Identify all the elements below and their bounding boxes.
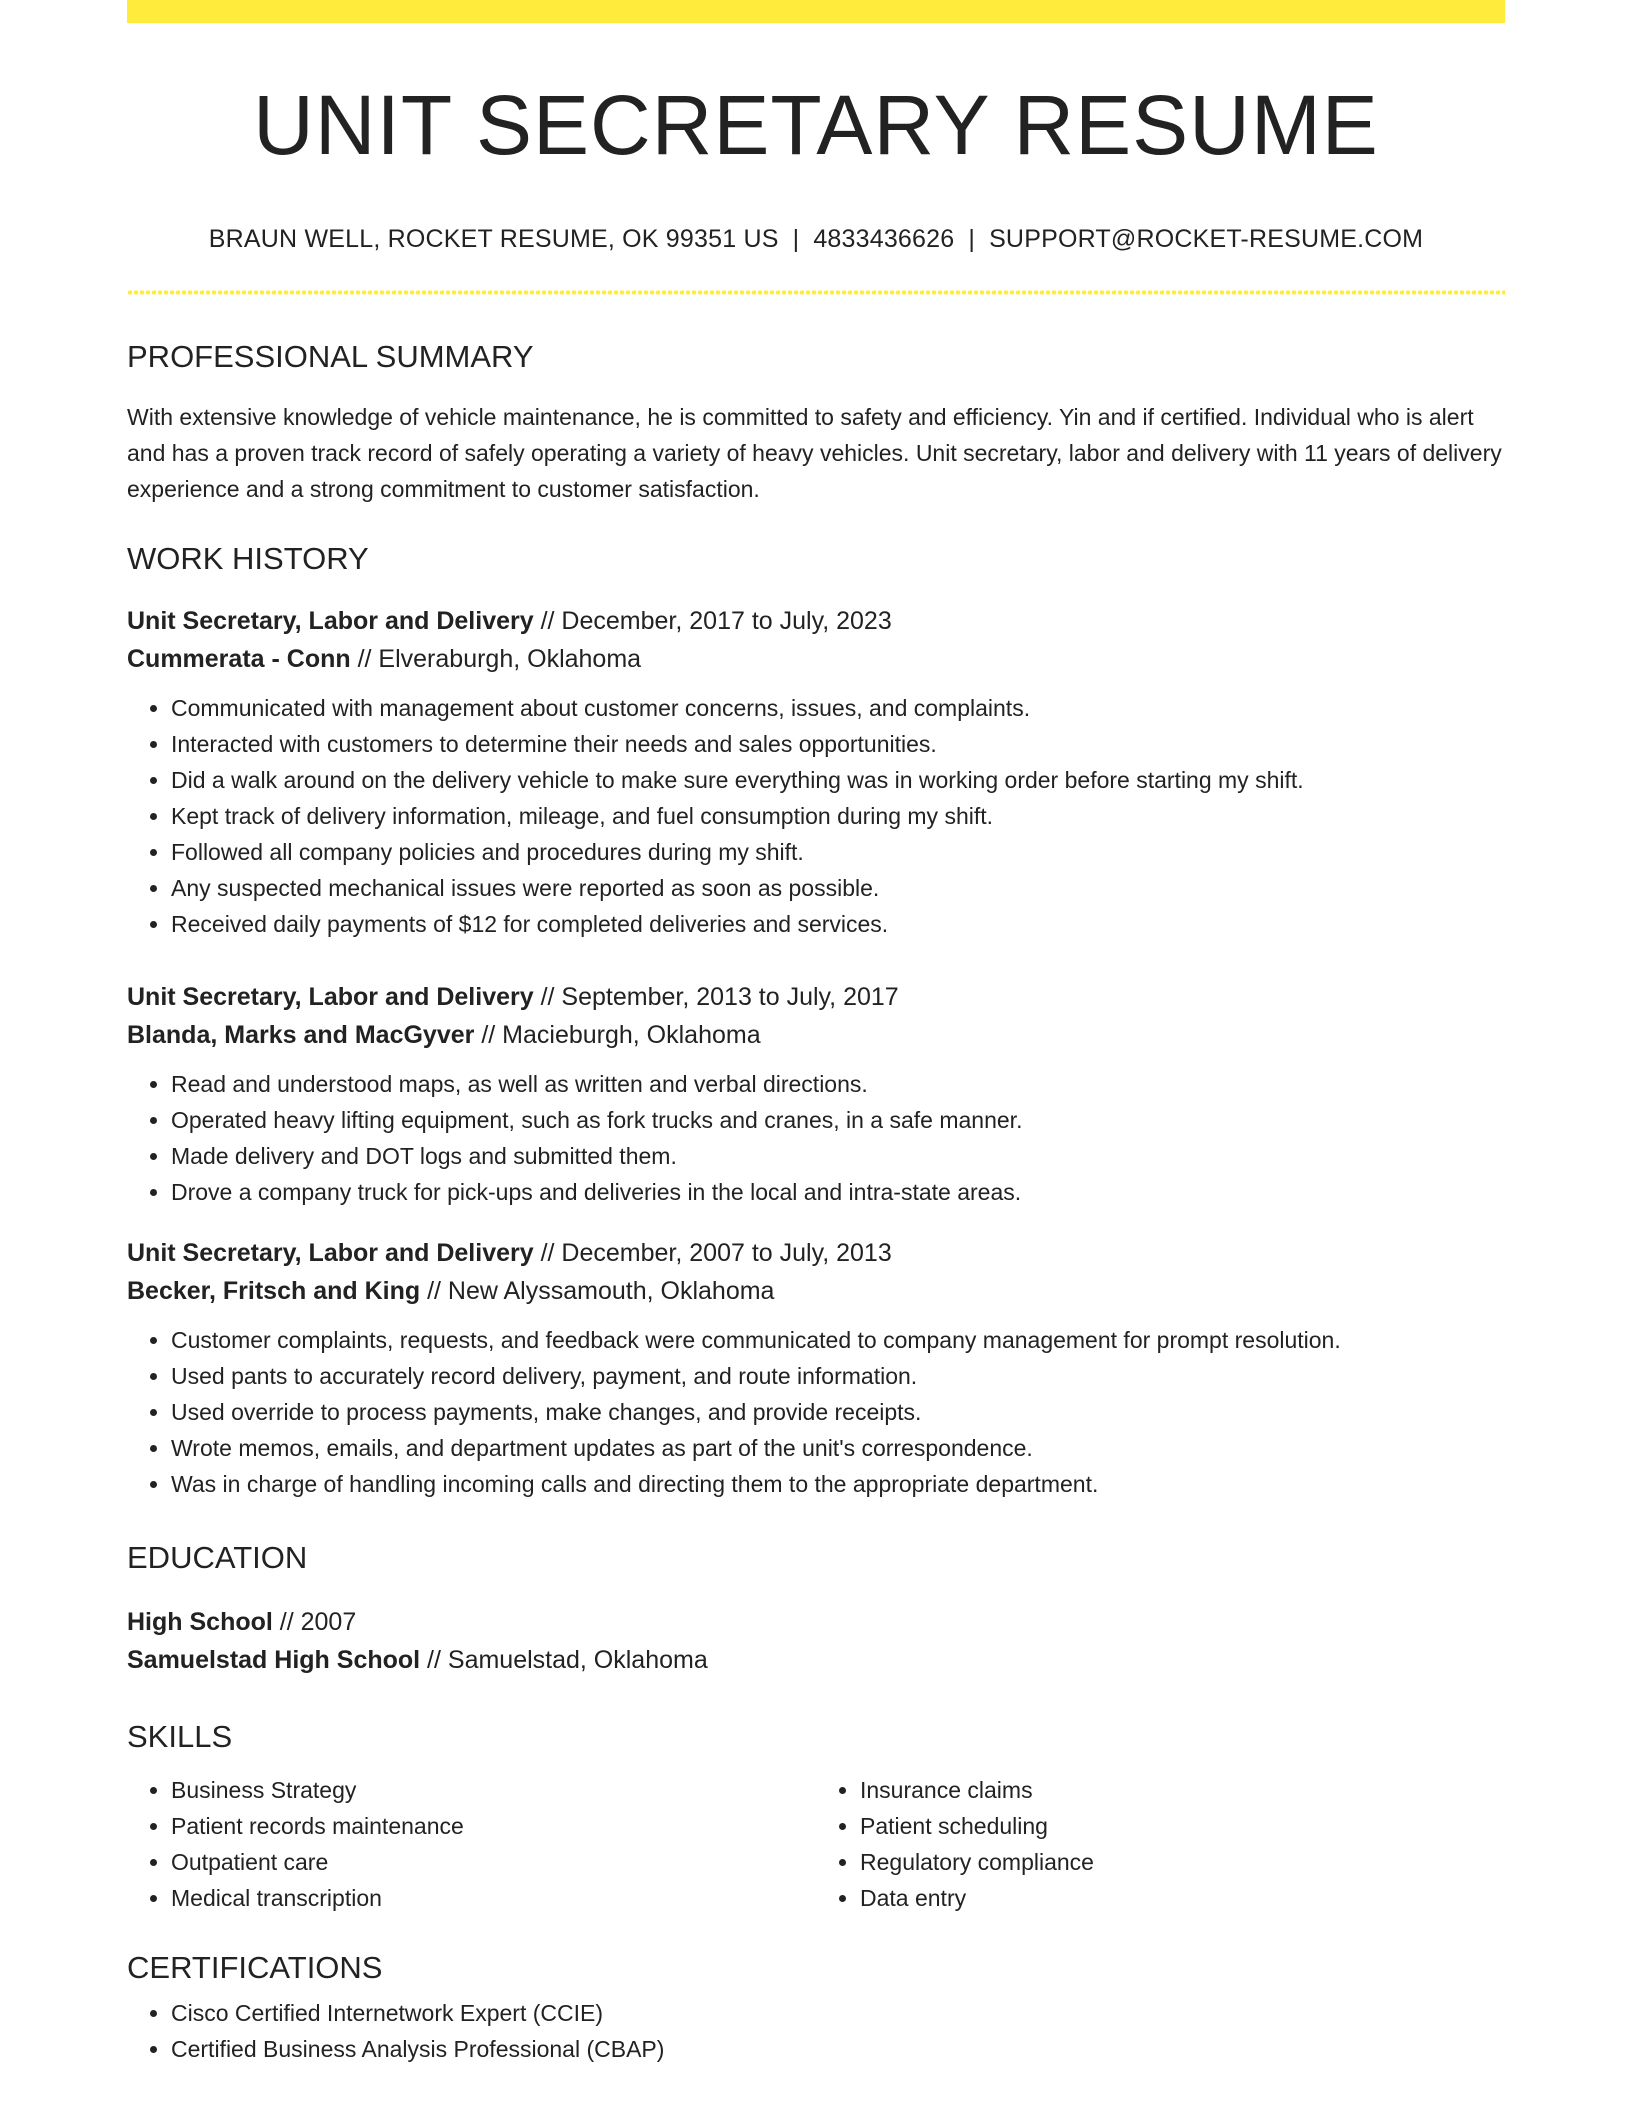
job-title: Unit Secretary, Labor and Delivery [127,1239,534,1267]
list-item: • Did a walk around on the delivery vehicle to make sure everything was in working order before starting my shift. [171,762,1505,798]
certifications-list [127,1995,1505,2067]
education-school-line [127,1641,1505,1679]
contact-phone: 4833436626 [813,225,955,253]
job-company: Blanda, Marks and MacGyver [127,1021,475,1049]
job-company-line [127,640,1505,678]
resume-title: UNIT SECRETARY RESUME [253,78,1379,172]
job-duties-list [127,1066,1505,1210]
job-location: // Macieburgh, Oklahoma [474,1021,761,1049]
education-degree-line [127,1603,1505,1641]
job-company: Becker, Fritsch and King [127,1277,421,1305]
work-history-heading: WORK HISTORY [127,541,369,576]
contact-address: BRAUN WELL, ROCKET RESUME, OK 99351 US [208,225,779,253]
job-entry [127,602,1505,942]
list-item: • Business Strategy [171,1772,816,1808]
list-item: • Operated heavy lifting equipment, such as fork trucks and cranes, in a safe manner. [171,1102,1505,1138]
summary-heading: PROFESSIONAL SUMMARY [127,339,534,374]
education-entry [127,1603,1505,1679]
list-item: • Customer complaints, requests, and feedback were communicated to company management for prompt resolution. [171,1322,1505,1358]
list-item: • Insurance claims [860,1772,1505,1808]
job-title-line [127,1234,1505,1272]
job-company: Cummerata - Conn [127,645,351,673]
list-item: • Data entry [860,1880,1505,1916]
skills-grid [127,1772,1505,1916]
job-duties-list [127,1322,1505,1502]
education-school: Samuelstad High School [127,1646,421,1674]
skills-heading: SKILLS [127,1719,233,1754]
list-item: • Read and understood maps, as well as written and verbal directions. [171,1066,1505,1102]
list-item: • Certified Business Analysis Professional (CBAP) [171,2031,1505,2067]
resume-page [127,0,1505,2067]
list-item: • Made delivery and DOT logs and submitted them. [171,1138,1505,1174]
list-item: • Interacted with customers to determine their needs and sales opportunities. [171,726,1505,762]
list-item: • Patient records maintenance [171,1808,816,1844]
list-item: • Used pants to accurately record delivery, payment, and route information. [171,1358,1505,1394]
list-item: • Regulatory compliance [860,1844,1505,1880]
list-item: • Followed all company policies and procedures during my shift. [171,834,1505,870]
education-year: // 2007 [272,1608,357,1636]
job-company-line [127,1272,1505,1310]
list-item: • Wrote memos, emails, and department updates as part of the unit's correspondence. [171,1430,1505,1466]
education-location: // Samuelstad, Oklahoma [420,1646,708,1674]
certifications-heading: CERTIFICATIONS [127,1950,383,1985]
job-title-line [127,978,1505,1016]
list-item: • Cisco Certified Internetwork Expert (CCIE) [171,1995,1505,2031]
contact-separator: | [968,225,976,253]
job-company-line [127,1016,1505,1054]
contact-email: SUPPORT@ROCKET-RESUME.COM [989,225,1424,253]
list-item: • Medical transcription [171,1880,816,1916]
contact-separator: | [792,225,800,253]
job-dates: // December, 2017 to July, 2023 [533,607,892,635]
list-item: • Any suspected mechanical issues were reported as soon as possible. [171,870,1505,906]
job-entry [127,978,1505,1210]
dotted-divider [127,290,1505,295]
skills-list-right [816,1772,1505,1916]
job-location: // New Alyssamouth, Oklahoma [420,1277,775,1305]
list-item: • Communicated with management about customer concerns, issues, and complaints. [171,690,1505,726]
job-duties-list [127,690,1505,942]
skills-list-left [127,1772,816,1916]
job-entry [127,1234,1505,1502]
list-item: • Was in charge of handling incoming calls and directing them to the appropriate department. [171,1466,1505,1502]
job-title-line [127,602,1505,640]
list-item: • Used override to process payments, make changes, and provide receipts. [171,1394,1505,1430]
education-degree: High School [127,1608,273,1636]
job-dates: // September, 2013 to July, 2017 [533,983,899,1011]
list-item: • Received daily payments of $12 for completed deliveries and services. [171,906,1505,942]
job-title: Unit Secretary, Labor and Delivery [127,607,534,635]
accent-top-bar [127,0,1505,23]
list-item: • Outpatient care [171,1844,816,1880]
contact-line [127,227,1505,252]
list-item: • Drove a company truck for pick-ups and deliveries in the local and intra-state areas. [171,1174,1505,1210]
education-heading: EDUCATION [127,1540,308,1575]
job-location: // Elveraburgh, Oklahoma [350,645,642,673]
job-dates: // December, 2007 to July, 2013 [533,1239,892,1267]
job-title: Unit Secretary, Labor and Delivery [127,983,534,1011]
list-item: • Patient scheduling [860,1808,1505,1844]
list-item: • Kept track of delivery information, mileage, and fuel consumption during my shift. [171,798,1505,834]
summary-text: With extensive knowledge of vehicle maintenance, he is committed to safety and efficiency. Yin and if certified. Individual who is alert and has a proven track record of safely operating a variety of heavy vehicles. Unit secretary, labor and delivery with 11 years of delivery experience and a strong commitment to customer satisfaction. [127,404,1502,502]
